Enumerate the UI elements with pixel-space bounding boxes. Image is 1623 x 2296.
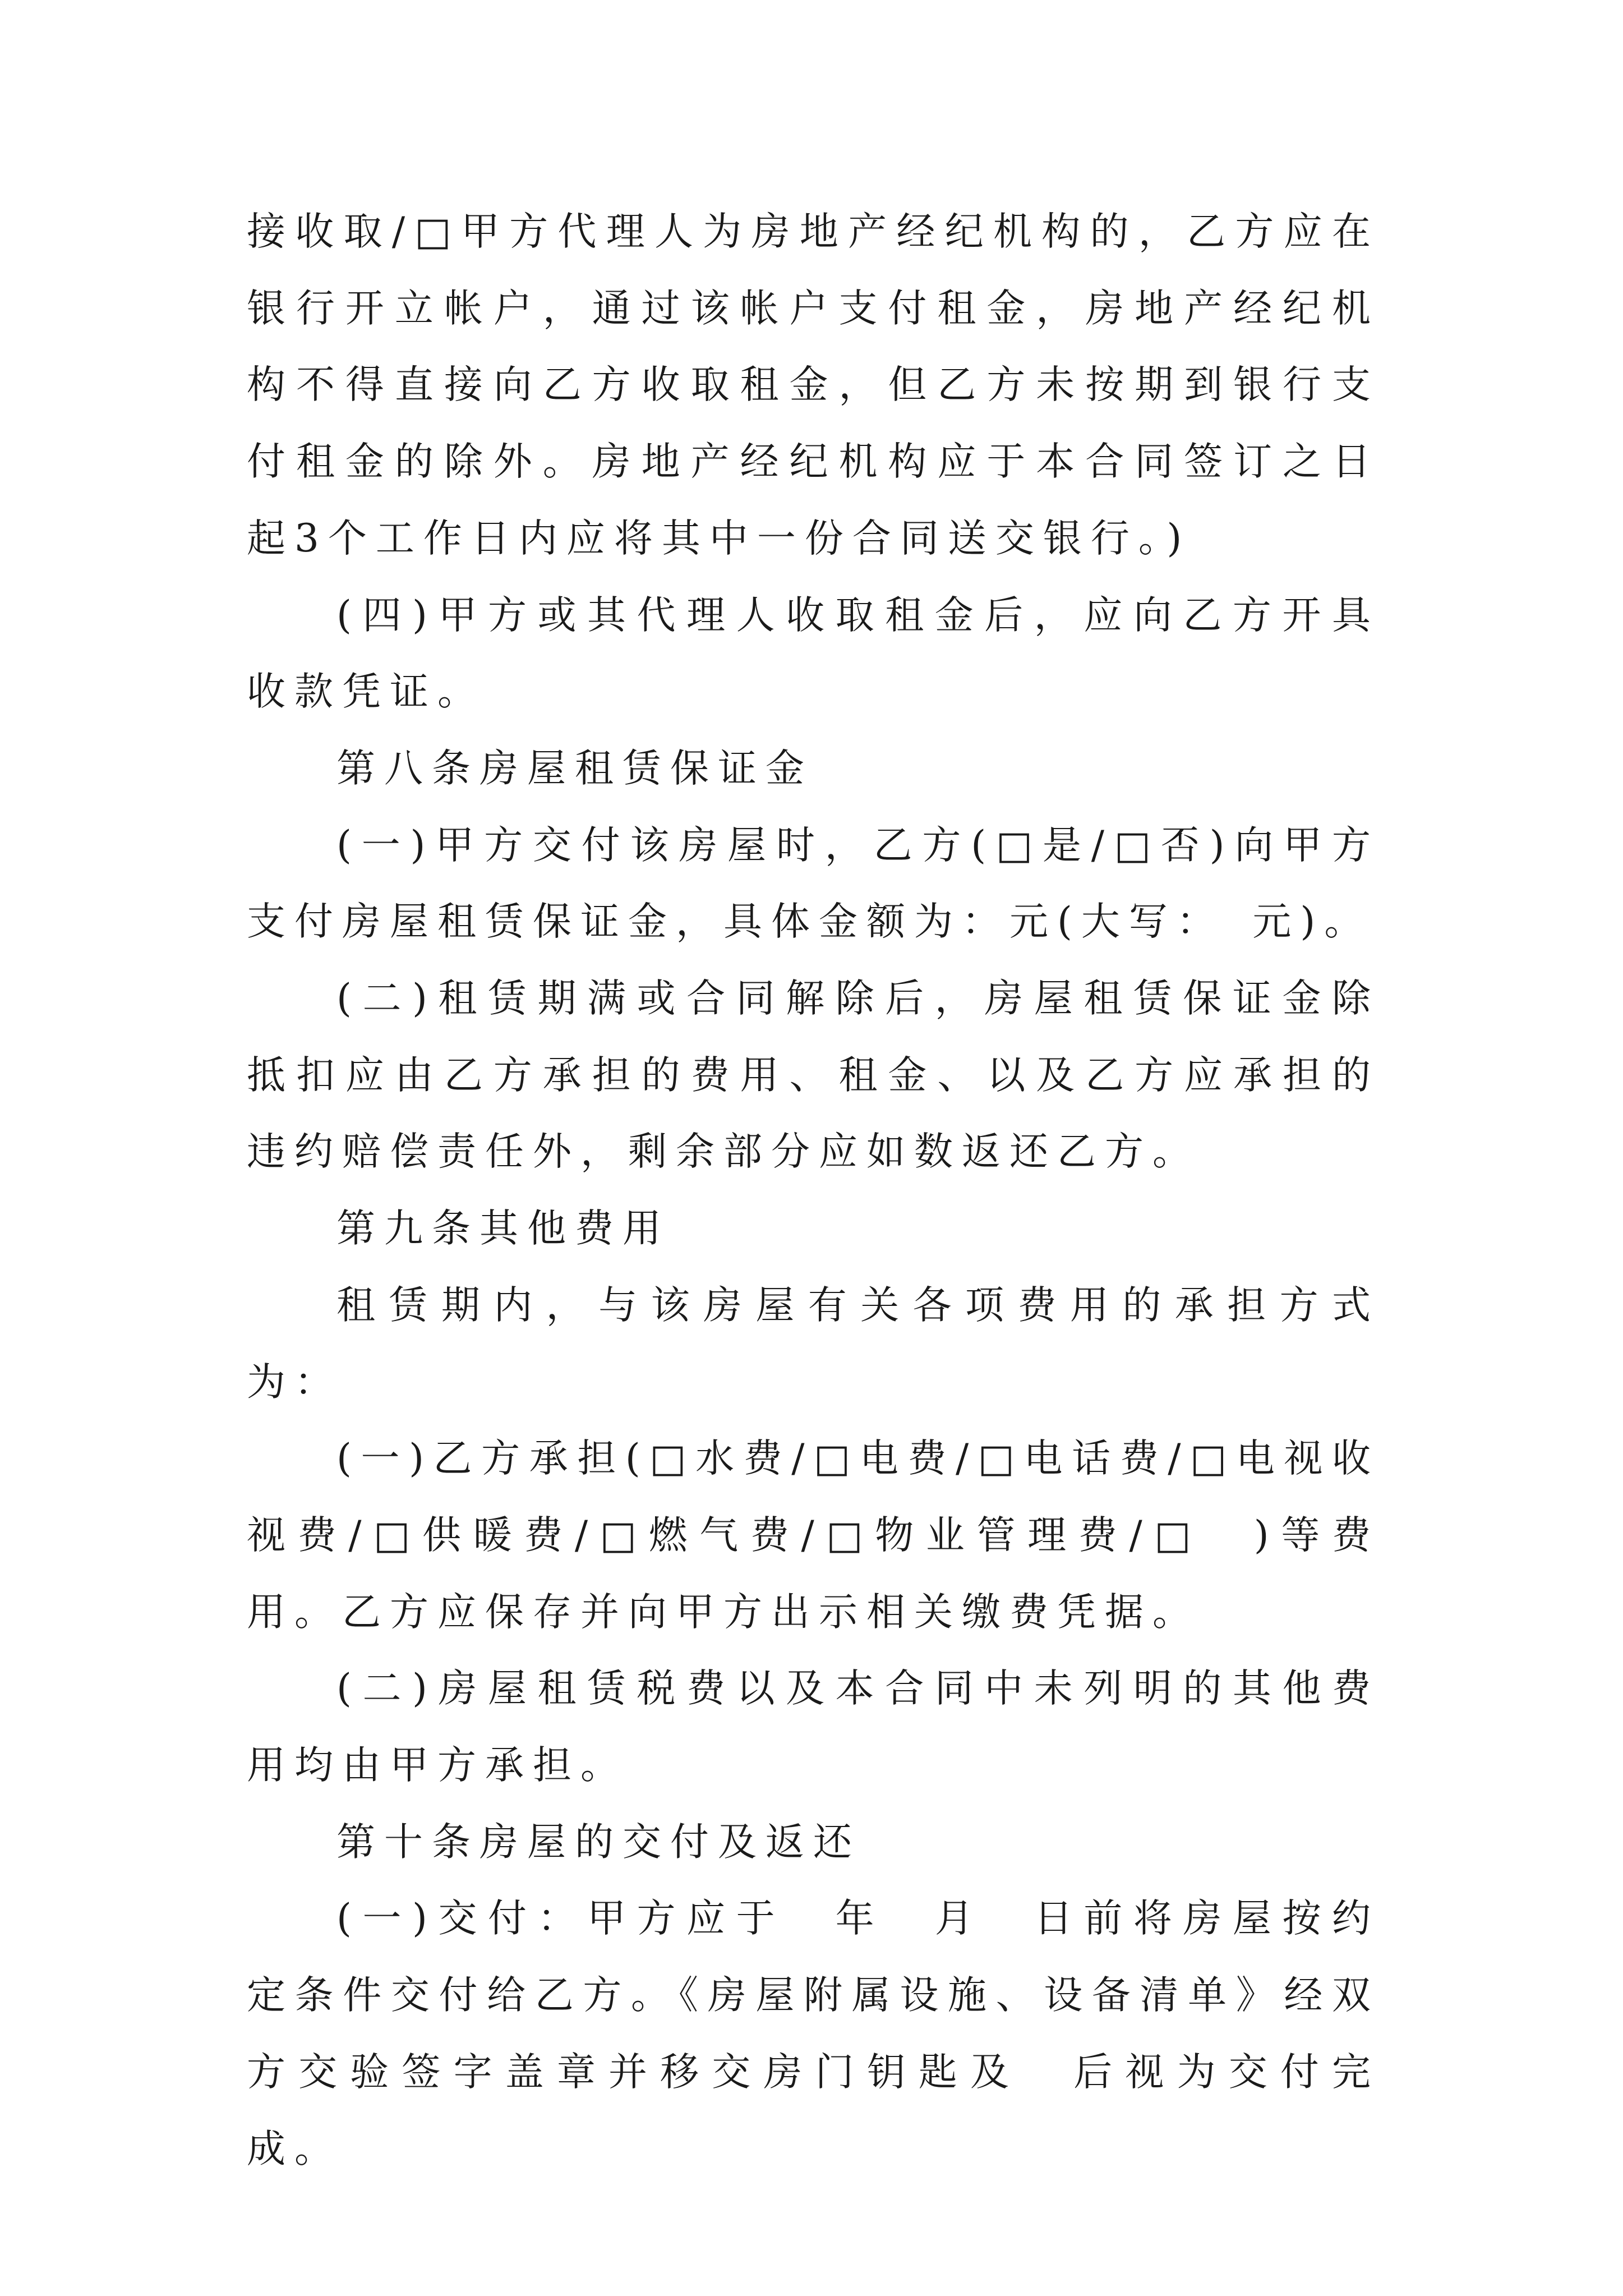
paragraph-rent-account: 接收取/□甲方代理人为房地产经纪机构的，乙方应在银行开立帐户，通过该帐户支付租金，房地产经纪机构不得直接向乙方收取租金，但乙方未按期到银行支付租金的除外。房地产经纪机构应于本合同签订之日起3个工作日内应将其中一份合同送交银行。) xyxy=(247,209,1380,561)
paragraph-delivery: (一)交付：甲方应于 年 月 日前将房屋按约定条件交付给乙方。《房屋附属设施、设备清单》经双方交验签字盖章并移交房门钥匙及 后视为交付完成。 xyxy=(247,1896,1380,2171)
heading-article-10: 第十条房屋的交付及返还 xyxy=(336,1819,861,1865)
heading-article-8: 第八条房屋租赁保证金 xyxy=(336,746,813,791)
paragraph-fees-intro: 租赁期内，与该房屋有关各项费用的承担方式为： xyxy=(247,1282,1380,1405)
paragraph-tenant-fees: (一)乙方承担(□水费/□电费/□电话费/□电视收视费/□供暖费/□燃气费/□物业管理费/□ )等费用。乙方应保存并向甲方出示相关缴费凭据。 xyxy=(247,1436,1380,1635)
document-body xyxy=(247,194,1380,2187)
paragraph-landlord-fees: (二)房屋租赁税费以及本合同中未列明的其他费用均由甲方承担。 xyxy=(247,1666,1380,1788)
heading-article-9: 第九条其他费用 xyxy=(336,1206,670,1251)
paragraph-rent-receipt: (四)甲方或其代理人收取租金后，应向乙方开具收款凭证。 xyxy=(247,592,1380,715)
paragraph-deposit-return: (二)租赁期满或合同解除后，房屋租赁保证金除抵扣应由乙方承担的费用、租金、以及乙方应承担的违约赔偿责任外，剩余部分应如数返还乙方。 xyxy=(247,976,1380,1175)
paragraph-deposit-payment: (一)甲方交付该房屋时，乙方(□是/□否)向甲方支付房屋租赁保证金，具体金额为：元(大写： 元)。 xyxy=(247,822,1380,945)
